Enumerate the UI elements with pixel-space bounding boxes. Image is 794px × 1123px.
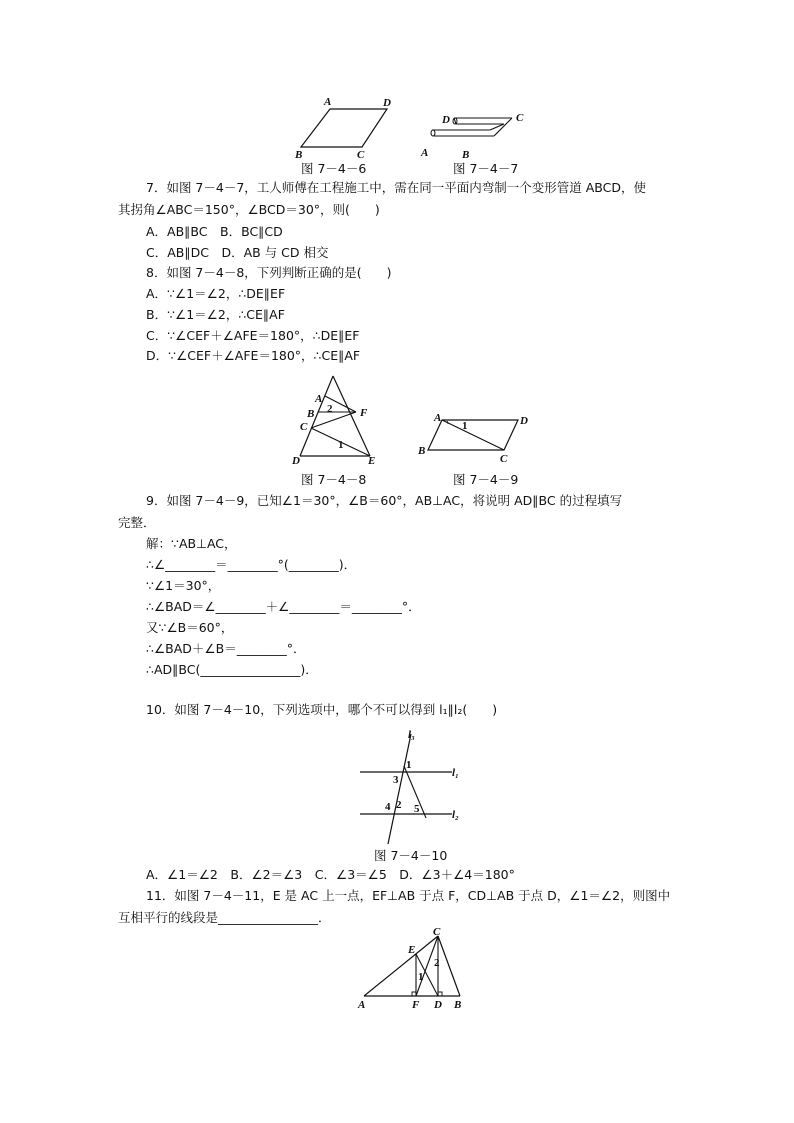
fig11-label-D: D [434,999,442,1011]
q11-line1: 11．如图 7－4－11，E 是 AC 上一点，EF⊥AB 于点 F，CD⊥AB 于点 D，∠1＝∠2，则图中 [146,888,671,903]
fig8-angle-1: 1 [338,439,344,451]
figure-7-4-6 [290,94,400,162]
fig11-label-A: A [358,999,366,1011]
fig7-label-B: B [462,149,470,161]
fig6-caption: 图 7－4－6 [301,161,367,176]
figure-7-4-7 [412,108,532,162]
figure-7-4-10 [356,728,468,848]
q9-line2: 完整． [118,515,156,530]
fig9-caption: 图 7－4－9 [453,472,519,487]
fig6-label-B: B [295,149,303,161]
fig7-label-A: A [421,147,429,159]
q11-line2: 互相平行的线段是________________． [118,910,331,925]
q8-stem: 8．如图 7－4－8，下列判断正确的是( ) [146,265,392,280]
fig9-label-B: B [418,445,426,457]
q7-option-a-b: A．AB∥BC B．BC∥CD [146,224,283,239]
fig8-label-F: F [360,407,368,419]
fig7-label-C: C [516,112,524,124]
q8-option-c: C．∵∠CEF＋∠AFE＝180°，∴DE∥EF [146,328,360,343]
fig8-label-C: C [300,421,308,433]
q8-option-b: B．∵∠1＝∠2，∴CE∥AF [146,307,285,322]
fig11-label-B: B [454,999,462,1011]
fig9-angle-1: 1 [462,420,468,432]
fig6-label-C: C [357,149,365,161]
fig8-label-B: B [307,408,315,420]
q9-step5: 又∵∠B＝60°， [146,620,234,635]
fig8-label-D: D [292,455,300,466]
figure-7-4-11 [354,926,470,1016]
fig10-angle-2: 2 [396,799,402,811]
fig11-angle-2: 2 [434,957,440,969]
fig9-label-A: A [434,412,442,424]
fig10-angle-3: 3 [393,774,399,786]
fig6-label-A: A [324,96,332,108]
fig11-angle-1: 1 [418,971,424,983]
fig10-label-l3: l₃ [408,729,415,741]
fig10-angle-4: 4 [385,801,391,813]
figure-7-4-8 [288,372,388,466]
fig10-angle-1: 1 [406,759,412,771]
q9-step6: ∴∠BAD＋∠B＝________°． [146,641,306,656]
fig7-caption: 图 7－4－7 [453,161,519,176]
q9-step4: ∴∠BAD＝∠________＋∠________＝________°． [146,599,421,614]
q7-line2: 其拐角∠ABC＝150°，∠BCD＝30°，则( ) [118,202,380,217]
fig10-angle-5: 5 [414,803,420,815]
q7-option-c-d: C．AB∥DC D．AB 与 CD 相交 [146,245,329,260]
q8-option-d: D．∵∠CEF＋∠AFE＝180°，∴CE∥AF [146,348,361,363]
q8-option-a: A．∵∠1＝∠2，∴DE∥EF [146,286,286,301]
q9-step1: 解：∵AB⊥AC， [146,536,237,551]
q10-options: A．∠1＝∠2 B．∠2＝∠3 C．∠3＝∠5 D．∠3＋∠4＝180° [146,867,515,882]
fig10-label-l2: l₂ [452,809,459,821]
fig11-label-C: C [433,926,441,938]
fig7-label-D: D [442,114,450,126]
fig10-label-l1: l₁ [452,767,459,779]
q9-step7: ∴AD∥BC(________________)． [146,662,318,677]
q9-step3: ∵∠1＝30°， [146,578,221,593]
q7-line1: 7．如图 7－4－7，工人师傅在工程施工中，需在同一平面内弯制一个变形管道 ABCD，使 [146,180,647,195]
fig10-caption: 图 7－4－10 [374,848,448,863]
fig6-label-D: D [383,97,391,109]
q10-stem: 10．如图 7－4－10，下列选项中，哪个不可以得到 l₁∥l₂( ) [146,702,498,717]
fig11-label-E: E [408,944,416,956]
q9-line1: 9．如图 7－4－9，已知∠1＝30°，∠B＝60°，AB⊥AC，将说明 AD∥BC 的过程填写 [146,493,623,508]
fig8-caption: 图 7－4－8 [301,472,367,487]
q9-step2: ∴∠________＝________°(________)． [146,557,357,572]
figure-7-4-9 [414,408,538,466]
fig9-label-D: D [520,415,528,427]
fig9-label-C: C [500,453,508,465]
fig11-label-F: F [412,999,420,1011]
fig8-label-E: E [368,455,376,466]
fig8-angle-2: 2 [327,403,333,415]
fig8-label-A: A [315,393,323,405]
